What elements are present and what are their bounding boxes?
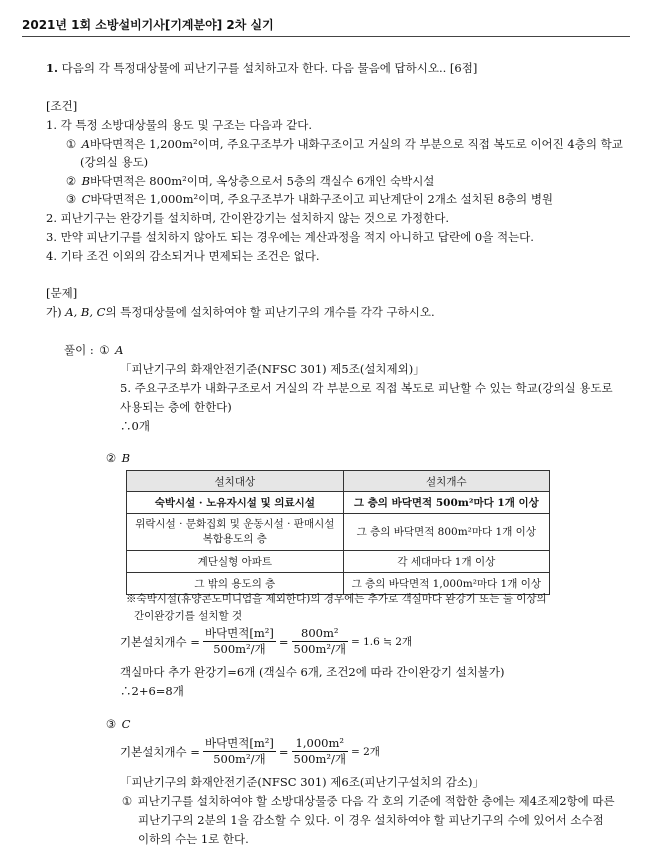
- question-number: 1.: [46, 61, 59, 75]
- solution-c-item-line-2: 피난기구의 2분의 1을 감소할 수 있다. 이 경우 설치하여야 할 피난기구의 수에 있어서 소수점: [138, 813, 604, 827]
- letter-c: C: [81, 192, 91, 206]
- solution-c-item-text: 피난기구를 설치하여야 할 소방대상물중 다음 각 호의 기준에 적합한 층에는 제4조제2항에 따른: [137, 794, 615, 808]
- condition-b-text: 바닥면적은 800m²이며, 옥상층으로서 5층의 객실수 6개인 숙박시설: [90, 174, 435, 188]
- table-cell: 그 층의 바닥면적 500m²마다 1개 이상: [343, 492, 549, 514]
- fraction-denominator: 500m²/개: [213, 642, 266, 656]
- table-cell-line: 복합용도의 층: [202, 533, 267, 545]
- solution-b-extra: 객실마다 추가 완강기=6개 (객실수 6개, 조건2에 따라 간이완강기 설치불가): [120, 665, 505, 679]
- circled-1-marker: ①: [65, 137, 77, 151]
- fraction-denominator: 500m²/개: [293, 642, 346, 656]
- problem-label: [문제]: [46, 286, 78, 300]
- solution-b-head: [104, 451, 130, 465]
- table-row: [127, 551, 550, 573]
- condition-a-text: 바닥면적은 1,200m²이며, 주요구조부가 내화구조이고 거실의 각 부분으로 직접 복도로 이어진 4층의 학교: [89, 137, 623, 151]
- table-cell: 숙박시설 · 노유자시설 및 의료시설: [127, 492, 344, 514]
- condition-c-text: 바닥면적은 1,000m²이며, 주요구조부가 내화구조이고 피난계단이 2개소 설치된 8층의 병원: [90, 192, 554, 206]
- circled-3-marker: ③: [65, 192, 77, 206]
- formula-equals: =: [278, 744, 289, 759]
- table-cell: 각 세대마다 1개 이상: [343, 551, 549, 573]
- condition-c: [64, 191, 553, 207]
- solution-label: 풀이 :: [64, 343, 94, 357]
- formula-equals: =: [278, 634, 289, 649]
- letter-b: B: [121, 451, 131, 465]
- circled-3-marker: ③: [105, 717, 117, 731]
- letter-b: B: [81, 174, 91, 188]
- problem-text: [46, 304, 435, 320]
- fraction-numerator: 1,000m²: [292, 736, 348, 752]
- condition-line-3: 3. 만약 피난기구를 설치하지 않아도 되는 경우에는 계산과정을 적지 아니하고 답란에 0을 적는다.: [46, 230, 534, 244]
- condition-a-text-cont: (강의실 용도): [80, 155, 149, 169]
- formula-label: 기본설치개수 =: [120, 634, 200, 649]
- solution-b-answer: ∴2+6=8개: [120, 684, 184, 698]
- letter-c: C: [121, 717, 131, 731]
- question: [46, 60, 477, 76]
- solution-b-formula: [120, 626, 412, 657]
- evacuation-device-table: [126, 470, 550, 595]
- solution-b-note-1: ※숙박시설(휴양콘도미니엄을 제외한다)의 경우에는 추가로 객실마다 완강기 또는 둘 이상의: [126, 593, 547, 605]
- table-cell: 그 층의 바닥면적 800m²마다 1개 이상: [343, 514, 549, 551]
- condition-line-1: 1. 각 특정 소방대상물의 용도 및 구조는 다음과 같다.: [46, 118, 313, 132]
- formula-result: = 1.6 ≒ 2개: [350, 636, 413, 648]
- circled-2-marker: ②: [105, 451, 117, 465]
- table-cell: 계단실형 아파트: [127, 551, 344, 573]
- solution-c-head: [104, 717, 130, 731]
- solution-a-line-1: 5. 주요구조부가 내화구조로서 거실의 각 부분으로 직접 복도로 피난할 수 있는 학교(강의실 용도로: [120, 381, 613, 395]
- table-cell: 그 층의 바닥면적 1,000m²마다 1개 이상: [343, 573, 549, 595]
- problem-prefix: 가): [46, 305, 62, 319]
- condition-line-4: 4. 기타 조건 이외의 감소되거나 면제되는 조건은 없다.: [46, 249, 320, 263]
- table-cell: [127, 514, 344, 551]
- circled-1-marker: ①: [121, 794, 133, 808]
- solution-a-head: [64, 342, 123, 358]
- letter-a: A: [81, 137, 90, 151]
- solution-c-item-line-3: 이하의 수는 1로 한다.: [138, 832, 249, 846]
- table-header-row: [127, 471, 550, 492]
- fraction: [203, 626, 276, 657]
- formula-label: 기본설치개수 =: [120, 744, 200, 759]
- question-text: 다음의 각 특정대상물에 피난기구를 설치하고자 한다. 다음 물음에 답하시오.. [6점]: [61, 61, 478, 75]
- solution-c-formula: [120, 736, 380, 767]
- fraction-numerator: 바닥면적[m²]: [204, 626, 274, 640]
- table-row: [127, 514, 550, 551]
- problem-body: 의 특정대상물에 설치하여야 할 피난기구의 개수를 각각 구하시오.: [105, 305, 435, 319]
- circled-1-marker: ①: [99, 343, 110, 357]
- solution-b-note-2: 간이완강기를 설치할 것: [134, 610, 243, 622]
- table-cell-line: 위락시설 · 문화집회 및 운동시설 · 판매시설: [135, 518, 335, 530]
- fraction-denominator: 500m²/개: [213, 752, 266, 766]
- condition-line-2: 2. 피난기구는 완강기를 설치하며, 간이완강기는 설치하지 않는 것으로 가정한다.: [46, 211, 450, 225]
- conditions-label: [조건]: [46, 99, 78, 113]
- exam-title: 2021년 1회 소방설비기사[기계분야] 2차 실기: [22, 18, 274, 32]
- page-header: [22, 10, 630, 37]
- solution-c-item-line-1: [120, 793, 615, 809]
- fraction-numerator: 800m²: [292, 626, 348, 642]
- letter-a: A: [115, 343, 124, 357]
- problem-letters: A, B, C: [65, 305, 106, 319]
- table-header-cell: 설치대상: [127, 471, 344, 492]
- table-cell: 그 밖의 용도의 층: [127, 573, 344, 595]
- fraction-numerator: 바닥면적[m²]: [204, 736, 274, 750]
- table-row: [127, 492, 550, 514]
- fraction: [292, 736, 348, 767]
- table-header-cell: 설치개수: [343, 471, 549, 492]
- fraction: [292, 626, 348, 657]
- formula-result: = 2개: [350, 746, 380, 758]
- circled-2-marker: ②: [65, 174, 77, 188]
- solution-a-reference: 「피난기구의 화재안전기준(NFSC 301) 제5조(설치제외)」: [120, 362, 425, 376]
- solution-a-line-2: 사용되는 층에 한한다): [120, 400, 232, 414]
- solution-a-answer: ∴0개: [120, 419, 150, 433]
- fraction-denominator: 500m²/개: [293, 752, 346, 766]
- solution-c-reference: 「피난기구의 화재안전기준(NFSC 301) 제6조(피난기구설치의 감소)」: [120, 775, 484, 789]
- condition-b: [64, 173, 434, 189]
- fraction: [203, 736, 276, 767]
- condition-a: [64, 136, 623, 152]
